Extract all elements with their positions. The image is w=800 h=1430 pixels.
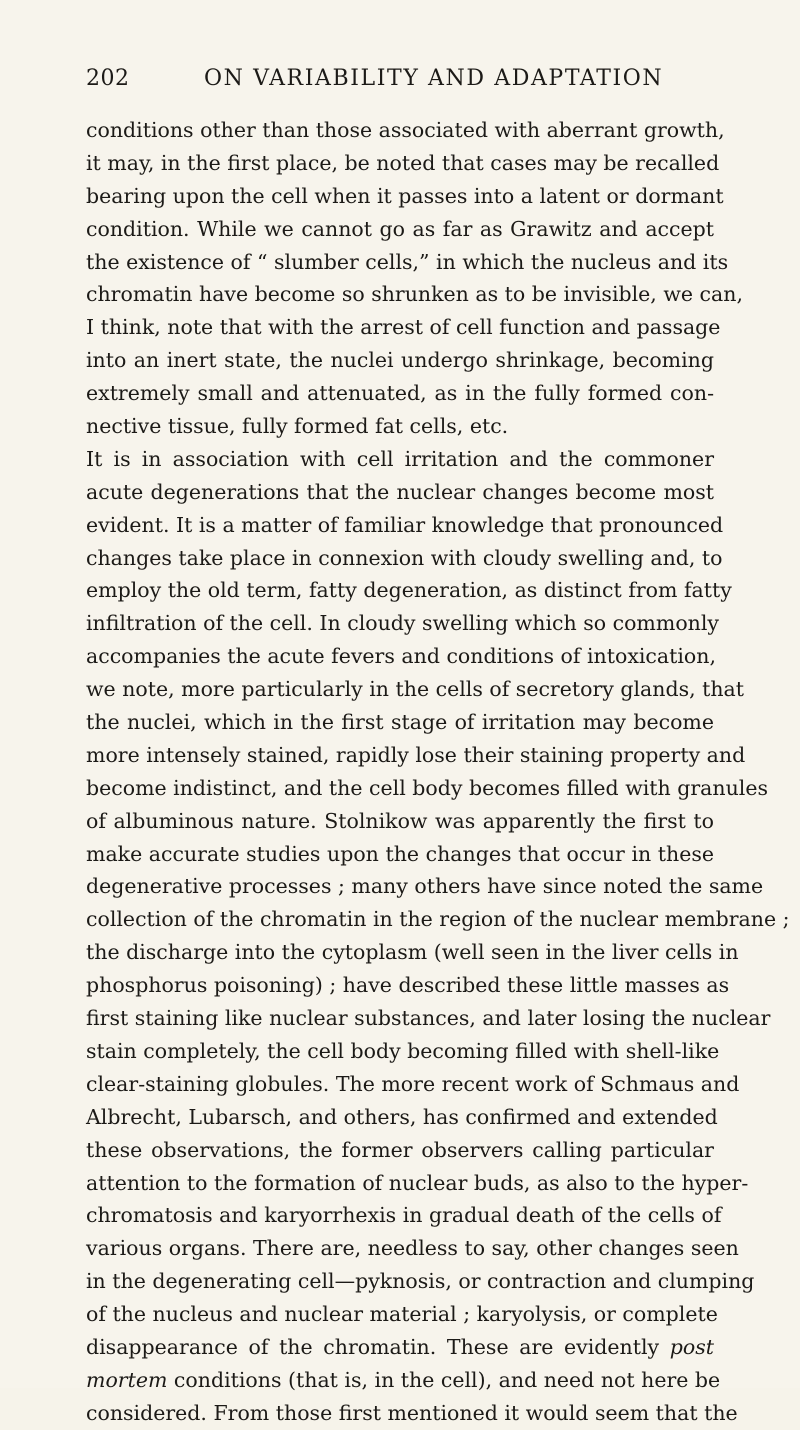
text-line: in the degenerating cell—pyknosis, or contraction and clumping bbox=[86, 1269, 755, 1294]
text-line: infiltration of the cell. In cloudy swelling which so commonly bbox=[86, 611, 719, 636]
text-line: considered. From those first mentioned it would seem that the bbox=[86, 1400, 738, 1425]
text-line: first staining like nuclear substances, and later losing the nuclear bbox=[86, 1006, 771, 1031]
text-line: conditions other than those associated with aberrant growth, bbox=[86, 118, 725, 142]
text-line: changes take place in connexion with cloudy swelling and, to bbox=[86, 545, 723, 570]
text-line: into an inert state, the nuclei undergo shrinkage, becoming bbox=[86, 348, 714, 373]
text-segment: conditions (that is, in the cell), and need not here be bbox=[173, 1367, 721, 1392]
text-line: make accurate studies upon the changes that occur in these bbox=[86, 841, 714, 866]
text-line: of the nucleus and nuclear material ; karyolysis, or complete bbox=[86, 1302, 718, 1327]
text-line: phosphorus poisoning) ; have described these little masses as bbox=[86, 973, 730, 998]
running-head bbox=[86, 66, 714, 96]
page-number: 202 bbox=[86, 66, 130, 91]
text-line: chromatin have become so shrunken as to be invisible, we can, bbox=[86, 282, 743, 307]
text-line: bearing upon the cell when it passes into a latent or dormant bbox=[86, 183, 724, 208]
text-line: nective tissue, fully formed fat cells, etc. bbox=[86, 414, 509, 439]
text-line: of albuminous nature. Stolnikow was apparently the first to bbox=[86, 808, 714, 833]
text-line: collection of the chromatin in the region of the nuclear membrane ; bbox=[86, 907, 790, 932]
text-line: we note, more particularly in the cells of secretory glands, that bbox=[86, 677, 745, 702]
text-line: evident. It is a matter of familiar knowledge that pronounced bbox=[86, 512, 724, 537]
text-line: attention to the formation of nuclear buds, as also to the hyper- bbox=[86, 1170, 749, 1195]
text-line: accompanies the acute fevers and conditions of intoxication, bbox=[86, 644, 716, 669]
italic-term: post bbox=[669, 1334, 714, 1359]
italic-term: mortem bbox=[86, 1367, 168, 1392]
text-line: acute degenerations that the nuclear changes become most bbox=[86, 479, 714, 504]
text-line: employ the old term, fatty degeneration, as distinct from fatty bbox=[86, 578, 732, 603]
text-line: stain completely, the cell body becoming filled with shell-like bbox=[86, 1038, 720, 1063]
text-line: condition. While we cannot go as far as Grawitz and accept bbox=[86, 216, 714, 241]
text-line: it may, in the first place, be noted that cases may be recalled bbox=[86, 150, 720, 175]
text-line: the nuclei, which in the first stage of irritation may become bbox=[86, 710, 714, 735]
text-line: clear-staining globules. The more recent work of Schmaus and bbox=[86, 1071, 740, 1096]
text-line: I think, note that with the arrest of cell function and passage bbox=[86, 315, 721, 340]
text-line: the discharge into the cytoplasm (well seen in the liver cells in bbox=[86, 940, 739, 965]
text-line-with-italic bbox=[86, 1331, 714, 1364]
text-line: more intensely stained, rapidly lose their staining property and bbox=[86, 742, 746, 767]
text-line: degenerative processes ; many others have since noted the same bbox=[86, 874, 764, 899]
running-title: ON VARIABILITY AND ADAPTATION bbox=[204, 66, 664, 91]
text-line: the existence of “ slumber cells,” in which the nucleus and its bbox=[86, 249, 729, 274]
text-line: Albrecht, Lubarsch, and others, has confirmed and extended bbox=[86, 1104, 718, 1129]
text-line-with-italic bbox=[86, 1364, 721, 1397]
text-line: various organs. There are, needless to say, other changes seen bbox=[86, 1236, 739, 1261]
body-text bbox=[86, 114, 790, 1430]
text-line: It is in association with cell irritation and the commoner bbox=[86, 446, 714, 471]
text-line: chromatosis and karyorrhexis in gradual death of the cells of bbox=[86, 1203, 722, 1228]
text-line: become indistinct, and the cell body becomes filled with granules bbox=[86, 775, 769, 800]
text-line: these observations, the former observers calling particular bbox=[86, 1137, 714, 1162]
text-line: extremely small and attenuated, as in the fully formed con- bbox=[86, 381, 714, 406]
text-segment: disappearance of the chromatin. These are evidently bbox=[86, 1334, 660, 1359]
